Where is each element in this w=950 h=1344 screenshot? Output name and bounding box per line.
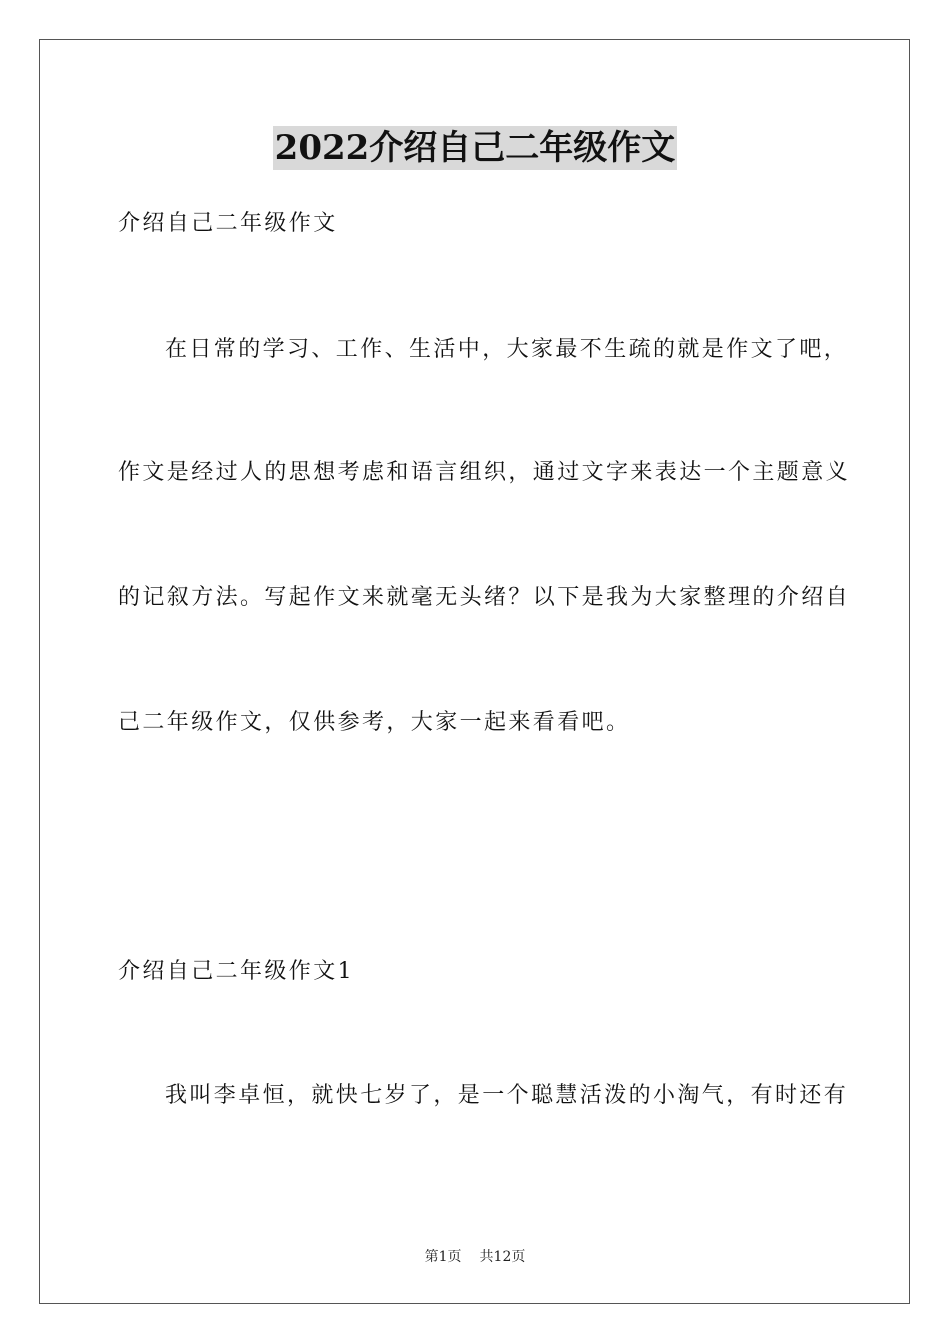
intro-line-3: 的记叙方法。写起作文来就毫无头绪？以下是我为大家整理的介绍自: [118, 585, 851, 610]
section-heading: 介绍自己二年级作文1: [118, 959, 354, 984]
document-subtitle: 介绍自己二年级作文: [118, 211, 338, 236]
intro-line-2: 作文是经过人的思想考虑和语言组织，通过文字来表达一个主题意义: [118, 460, 851, 485]
page-number: 第1页: [424, 1249, 462, 1265]
intro-line-4: 己二年级作文，仅供参考，大家一起来看看吧。: [118, 710, 631, 735]
page-total: 共12页: [479, 1249, 526, 1265]
title-container: [0, 126, 950, 170]
document-title: 2022介绍自己二年级作文: [274, 128, 676, 168]
intro-line-1: 在日常的学习、工作、生活中，大家最不生疏的就是作文了吧，: [165, 337, 849, 362]
section-line-1: 我叫李卓恒，就快七岁了，是一个聪慧活泼的小淘气，有时还有: [165, 1083, 849, 1108]
page-footer: [0, 1247, 950, 1267]
